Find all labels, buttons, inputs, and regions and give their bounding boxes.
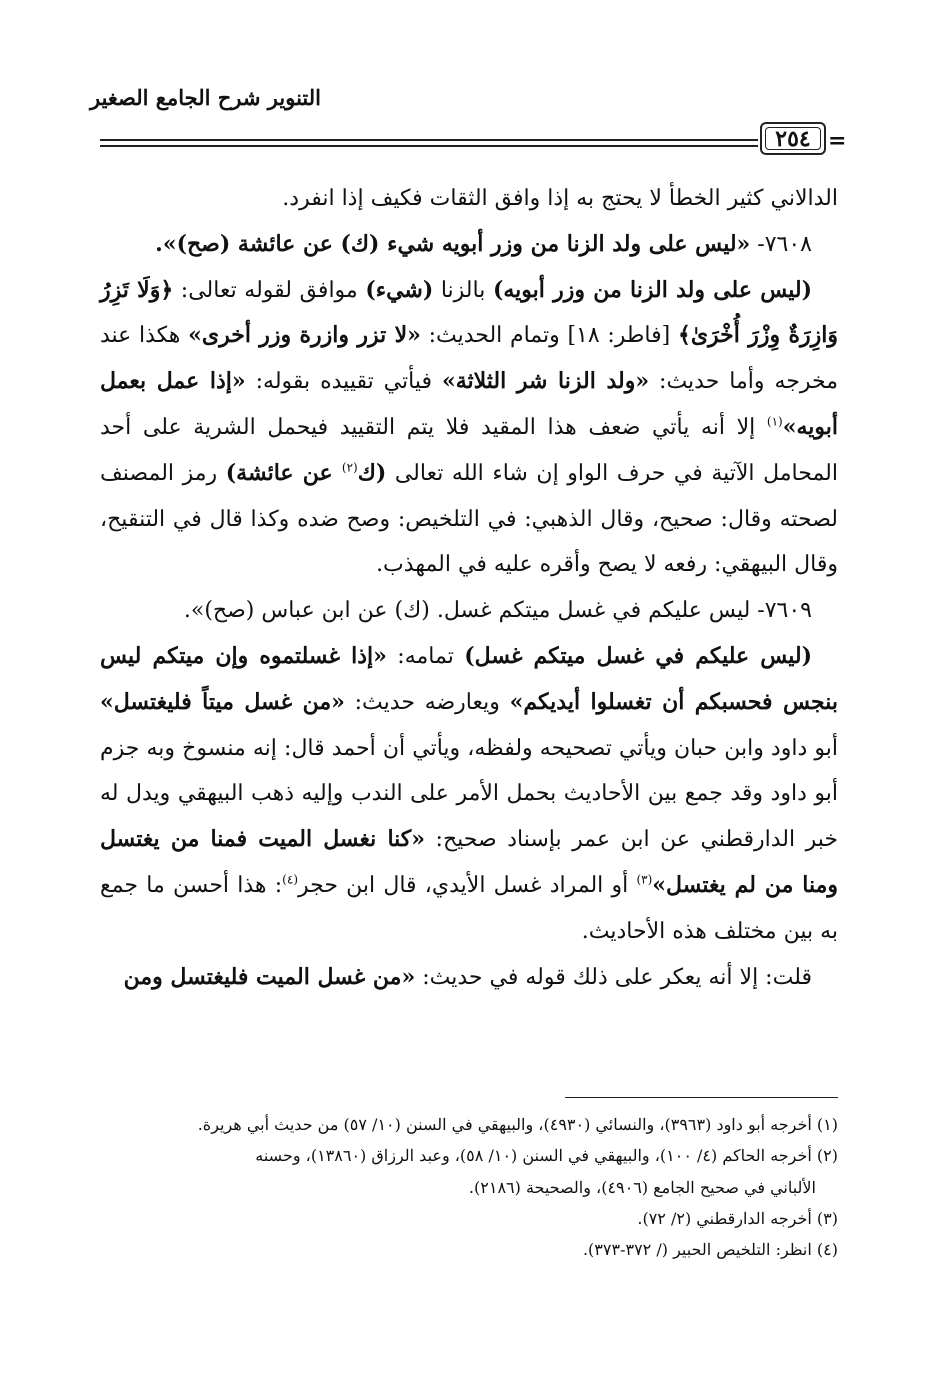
footnote-2: (٢) أخرجه الحاكم (٤/ ١٠٠)، والبيهقي في السنن (١٠/ ٥٨)، وعبد الرزاق (١٣٨٦٠)، وحسنه <box>255 1146 838 1166</box>
hadith-7608 <box>100 222 838 268</box>
page-number-text: ٢٥٤ <box>775 125 811 152</box>
text-run: هكذا عند مخرجه وأما حديث: <box>100 323 838 395</box>
quoted-text: (ك <box>357 459 387 486</box>
quoted-text: (ليس على ولد الزنا من وزر أبويه) <box>492 276 813 303</box>
hadith-7609: ٧٦٠٩- ليس عليكم في غسل ميتكم غسل. (ك) عن ابن عباس (صح)». <box>183 598 812 624</box>
quoted-text: «لا تزر وازرة وزر أخرى» <box>188 322 421 349</box>
running-title: التنوير شرح الجامع الصغير <box>90 85 321 110</box>
paragraph-1: الدالاني كثير الخطأ لا يحتج به إذا وافق الثقات فكيف إذا انفرد. <box>282 186 838 211</box>
footnote-ref: (١) <box>766 414 783 429</box>
footnote-2-continued: الألباني في صحيح الجامع (٤٩٠٦)، والصحيحة (٢١٨٦). <box>468 1177 816 1197</box>
text-run: [فاطر: ١٨] وتمام الحديث: <box>420 323 678 349</box>
quoted-text: عن عائشة) <box>225 459 342 486</box>
page-number <box>760 122 826 155</box>
quoted-text: «من غسل الميت فليغتسل ومن <box>123 963 416 990</box>
hadith-number: ٧٦٠٨- <box>750 231 812 257</box>
footnote-3: (٣) أخرجه الدارقطني (٢/ ٧٢). <box>637 1208 838 1228</box>
quoted-text: «من غسل ميتاً فليغتسل» <box>100 688 345 715</box>
commentary-7608 <box>100 268 838 589</box>
quoted-text: (ليس عليكم في غسل ميتكم غسل) <box>464 642 812 669</box>
quran-verse: ﴿وَلَا تَزِرُ وَازِرَةٌ وِزْرَ أُخْرَىٰ﴾ <box>100 276 838 349</box>
footnote-ref: (٣) <box>636 872 653 887</box>
footnote-4: (٤) انظر: التلخيص الحبير (/ ٣٧٢-٣٧٣). <box>582 1240 838 1260</box>
text-run: بالزنا <box>433 277 493 303</box>
footnote-1: (١) أخرجه أبو داود (٣٩٦٣)، والنسائي (٤٩٣٠)، والبيهقي في السنن (١٠/ ٥٧) من حديث أبي هريرة. <box>197 1115 838 1134</box>
quoted-text: «إذا عمل بعمل أبويه» <box>100 368 838 440</box>
paragraph-6 <box>100 955 838 1001</box>
main-text <box>100 176 838 1000</box>
footnote-ref: (٤) <box>282 872 298 887</box>
text-run: قلت: إلا أنه يعكر على ذلك قوله في حديث: <box>415 964 812 990</box>
header-rule <box>100 145 758 147</box>
text-run: أو المراد غسل الأيدي، قال ابن حجر <box>298 872 637 898</box>
quoted-text: «إذا غسلتموه وإن ميتكم ليس بنجس فحسبكم أن تغسلوا أيديكم» <box>100 642 839 715</box>
text-run: : هذا أحسن ما جمع به بين مختلف هذه الأحاديث. <box>100 872 838 944</box>
quoted-text: «ولد الزنا شر الثلاثة» <box>441 368 650 395</box>
quoted-text: (شيء) <box>365 276 434 303</box>
header-mark: = <box>828 128 847 154</box>
text-run: فيأتي تقييده بقوله: <box>245 369 442 395</box>
text-run: تمامه: <box>386 643 465 669</box>
text-run: ويعارضه حديث: <box>344 689 510 715</box>
footnote-ref: (٢) <box>341 460 358 475</box>
header-rule <box>100 139 758 141</box>
commentary-7609 <box>100 634 838 955</box>
quoted-text: «كنا نغسل الميت فمنا من يغتسل ومنا من لم يغتسل» <box>100 826 839 898</box>
footnotes <box>100 1109 838 1265</box>
text-run: موافق لقوله تعالى: <box>173 277 366 303</box>
text-run: إلا أنه يأتي ضعف هذا المقيد فلا يتم التقييد فيحمل الشرية على أحد المحامل الآتية في حرف الواو إن شاء الله تعالى <box>100 414 838 486</box>
text-run: أبو داود وابن حبان ويأتي تصحيحه ولفظه، ويأتي أن أحمد قال: إنه منسوخ وبه جزم أبو داود وقد جمع بين الأحاديث بحمل الأمر على الندب وإليه ذهب البيهقي ويدل له خبر الدارقطني عن ابن عمر بإسناد صحيح: <box>100 735 838 853</box>
text-run: رمز المصنف لصحته وقال: صحيح، وقال الذهبي: في التلخيص: وصح ضده وكذا قال في التنقيح، وقال البيهقي: رفعه لا يصح وأقره عليه في المهذب. <box>100 460 838 578</box>
hadith-text: «ليس على ولد الزنا من وزر أبويه شيء (ك) عن عائشة (صح)». <box>155 230 751 257</box>
footnote-rule <box>565 1097 838 1098</box>
